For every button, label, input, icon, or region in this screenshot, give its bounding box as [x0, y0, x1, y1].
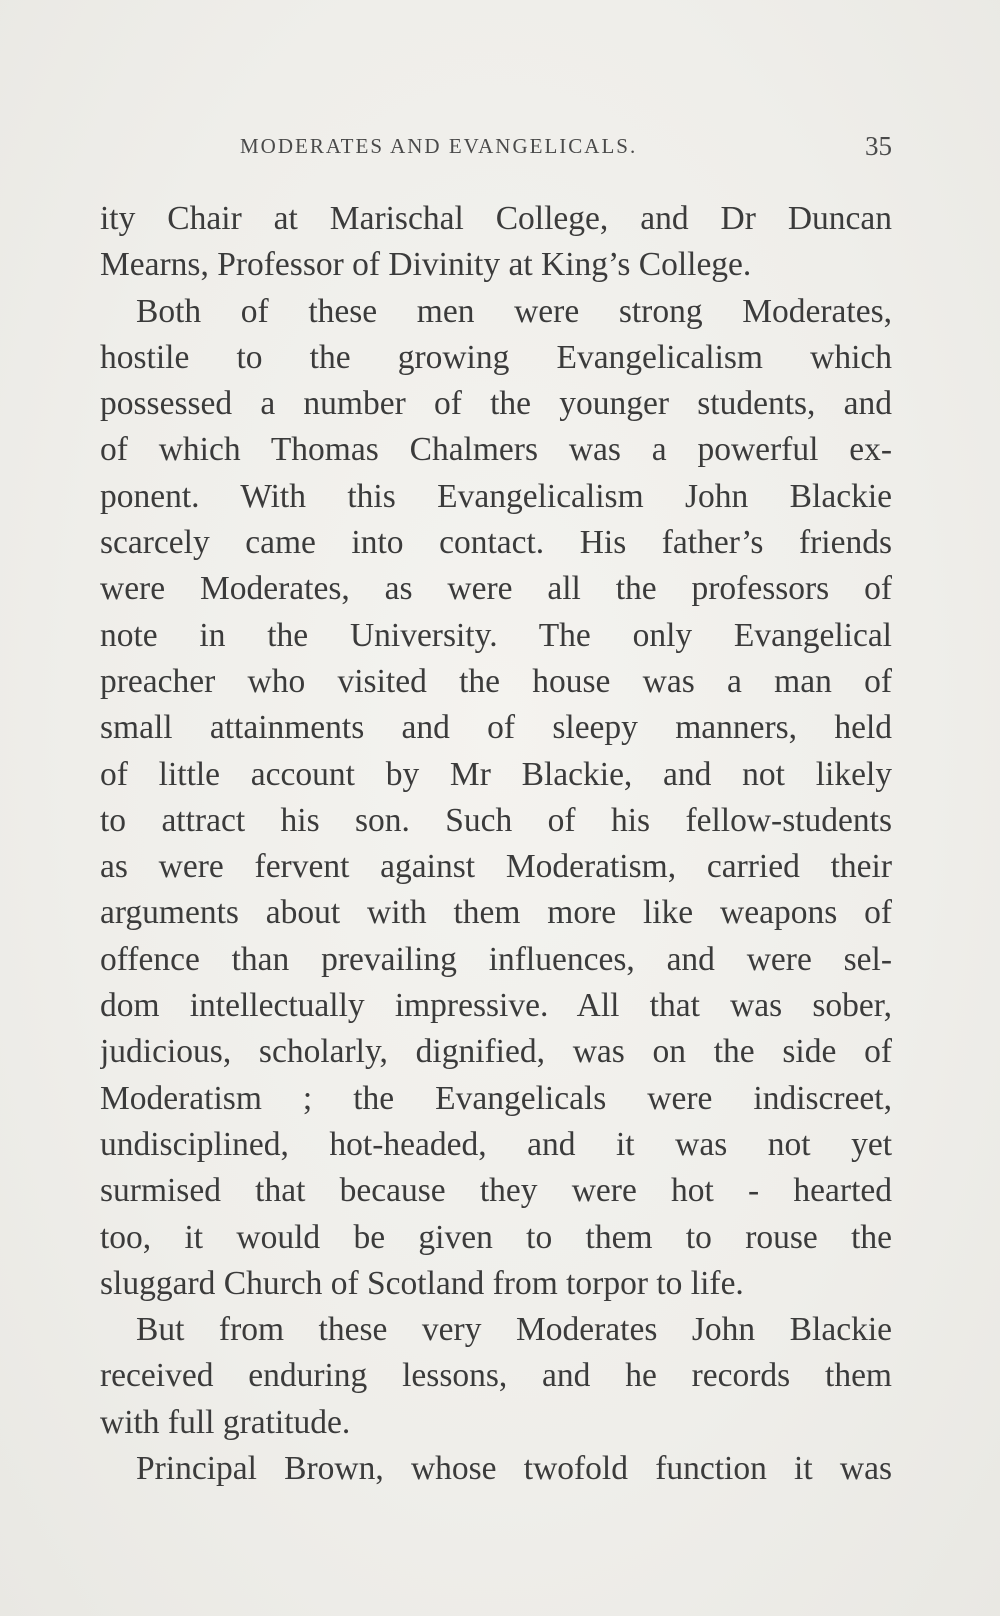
text-line: Mearns, Professor of Divinity at King’s College.	[100, 246, 752, 284]
text-line: undisciplined, hot-headed, and it was not yet	[100, 1125, 892, 1163]
text-line: were Moderates, as were all the professors of	[100, 570, 892, 608]
text-line: dom intellectually impressive. All that was sober,	[100, 987, 892, 1025]
text-line: received enduring lessons, and he records them	[100, 1357, 892, 1395]
text-line: as were fervent against Moderatism, carried their	[100, 848, 892, 886]
text-line: hostile to the growing Evangelicalism which	[100, 338, 892, 376]
text-line: with full gratitude.	[100, 1403, 351, 1441]
text-line: Moderatism ; the Evangelicals were indiscreet,	[100, 1079, 892, 1117]
text-line: preacher who visited the house was a man of	[100, 662, 892, 700]
text-line: too, it would be given to them to rouse the	[100, 1218, 892, 1256]
text-line: of which Thomas Chalmers was a powerful ex-	[100, 431, 892, 469]
paragraph-first-line: Principal Brown, whose twofold function it was	[136, 1450, 892, 1488]
text-line: surmised that because they were hot - hearted	[100, 1172, 892, 1210]
paragraph-first-line: Both of these men were strong Moderates,	[136, 292, 892, 330]
text-line: judicious, scholarly, dignified, was on the side of	[100, 1033, 892, 1071]
text-line: note in the University. The only Evangelical	[100, 616, 892, 654]
paragraph-first-line: But from these very Moderates John Blackie	[136, 1311, 892, 1349]
body-text	[100, 196, 892, 1492]
running-title: MODERATES AND EVANGELICALS.	[240, 134, 638, 158]
text-line: sluggard Church of Scotland from torpor to life.	[100, 1264, 744, 1302]
text-line: offence than prevailing influences, and were sel-	[100, 940, 892, 978]
text-line: ity Chair at Marischal College, and Dr Duncan	[100, 200, 892, 237]
text-line: arguments about with them more like weapons of	[100, 894, 892, 932]
text-line: ponent. With this Evangelicalism John Blackie	[100, 477, 892, 515]
running-header	[100, 131, 892, 164]
text-line: possessed a number of the younger students, and	[100, 385, 892, 423]
page-number: 35	[865, 131, 892, 161]
text-line: scarcely came into contact. His father’s friends	[100, 524, 892, 562]
text-line: small attainments and of sleepy manners, held	[100, 709, 892, 747]
text-line: to attract his son. Such of his fellow-students	[100, 801, 892, 839]
text-line: of little account by Mr Blackie, and not likely	[100, 755, 892, 793]
